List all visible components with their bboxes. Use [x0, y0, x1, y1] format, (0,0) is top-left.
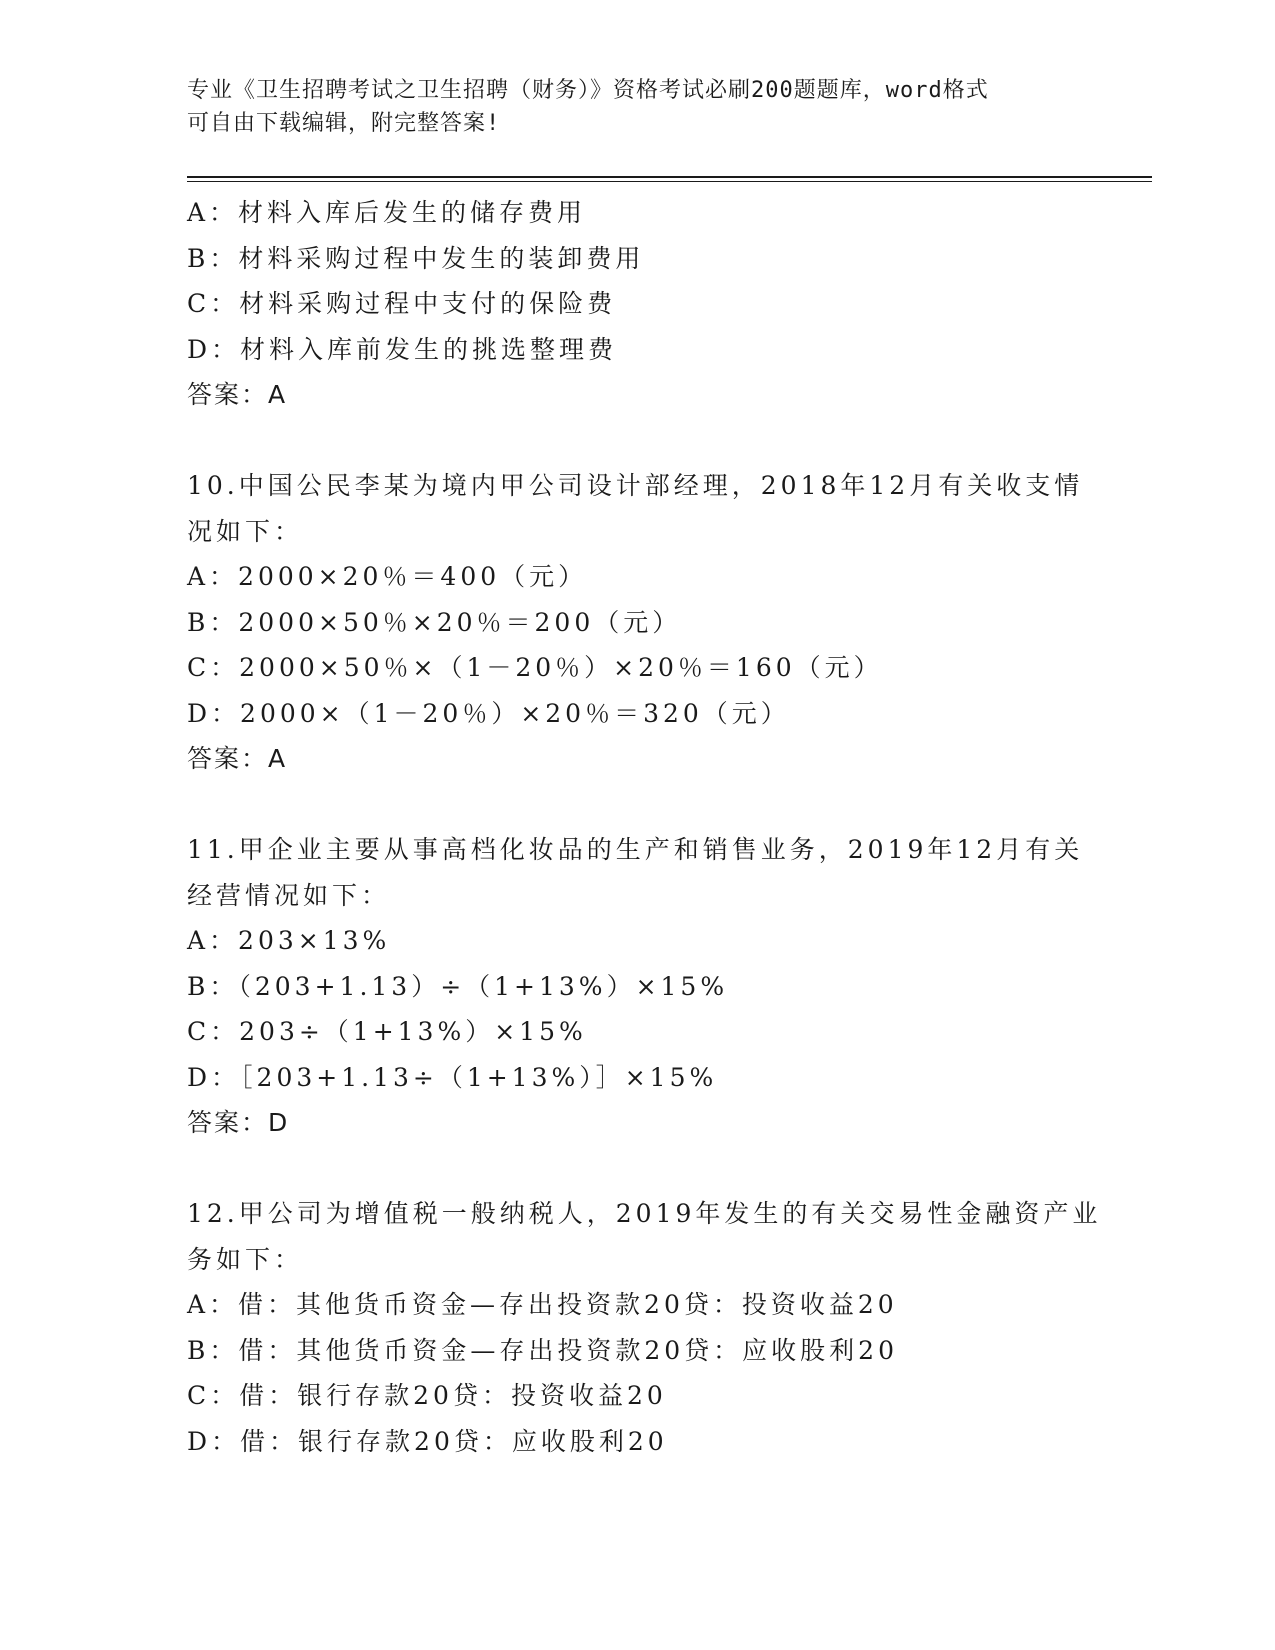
header-title-line-2: 可自由下载编辑，附完整答案! — [187, 111, 501, 136]
spacer — [187, 782, 1087, 828]
answer-line: 答案：A — [187, 380, 288, 409]
spacer — [187, 1146, 1087, 1192]
option-b: B：借：其他货币资金—存出投资款20贷：应收股利20 — [187, 1335, 898, 1365]
option-d: D：［203+1.13÷（1+13%）］×15% — [187, 1062, 718, 1092]
option-c: C：203÷（1+13%）×15% — [187, 1017, 587, 1046]
answer-line: 答案：A — [187, 744, 288, 773]
question-text-line-2: 务如下： — [187, 1244, 304, 1274]
option-c: C：2000×50％×（1－20％）×20％＝160（元） — [187, 653, 883, 682]
question-block-12 — [187, 1191, 1102, 1464]
option-a: A：材料入库后发生的储存费用 — [187, 198, 587, 227]
question-text-line-2: 经营情况如下： — [187, 880, 391, 910]
spacer — [187, 418, 1087, 464]
question-block-10 — [187, 463, 1087, 782]
question-text-line-2: 况如下： — [187, 516, 304, 546]
question-text-line-1: 11.甲企业主要从事高档化妆品的生产和销售业务，2019年12月有关 — [187, 835, 1084, 864]
question-block-9 — [187, 190, 1087, 418]
option-c: C：借：银行存款20贷：投资收益20 — [187, 1381, 667, 1410]
option-d: D：材料入库前发生的挑选整理费 — [187, 334, 618, 364]
header-divider — [187, 176, 1152, 182]
answer-line: 答案：D — [187, 1108, 290, 1137]
header-title-line-1: 专业《卫生招聘考试之卫生招聘（财务）》资格考试必刷200题题库，word格式 — [187, 78, 989, 103]
option-b: B：2000×50％×20％＝200（元） — [187, 607, 682, 637]
option-a: A：2000×20％＝400（元） — [187, 562, 588, 591]
option-c: C：材料采购过程中支付的保险费 — [187, 289, 617, 318]
option-d: D：2000×（1－20％）×20％＝320（元） — [187, 698, 790, 728]
question-text-line-1: 10.中国公民李某为境内甲公司设计部经理，2018年12月有关收支情 — [187, 471, 1084, 500]
option-a: A：203×13% — [187, 926, 391, 955]
option-b: B：（203+1.13）÷（1+13%）×15% — [187, 971, 729, 1001]
question-block-11 — [187, 827, 1087, 1146]
option-b: B：材料采购过程中发生的装卸费用 — [187, 243, 645, 273]
option-a: A：借：其他货币资金—存出投资款20贷：投资收益20 — [187, 1290, 898, 1319]
question-list — [187, 190, 1102, 1464]
question-text-line-1: 12.甲公司为增值税一般纳税人，2019年发生的有关交易性金融资产业 — [187, 1199, 1102, 1228]
document-header — [187, 74, 1067, 140]
option-d: D：借：银行存款20贷：应收股利20 — [187, 1426, 668, 1456]
